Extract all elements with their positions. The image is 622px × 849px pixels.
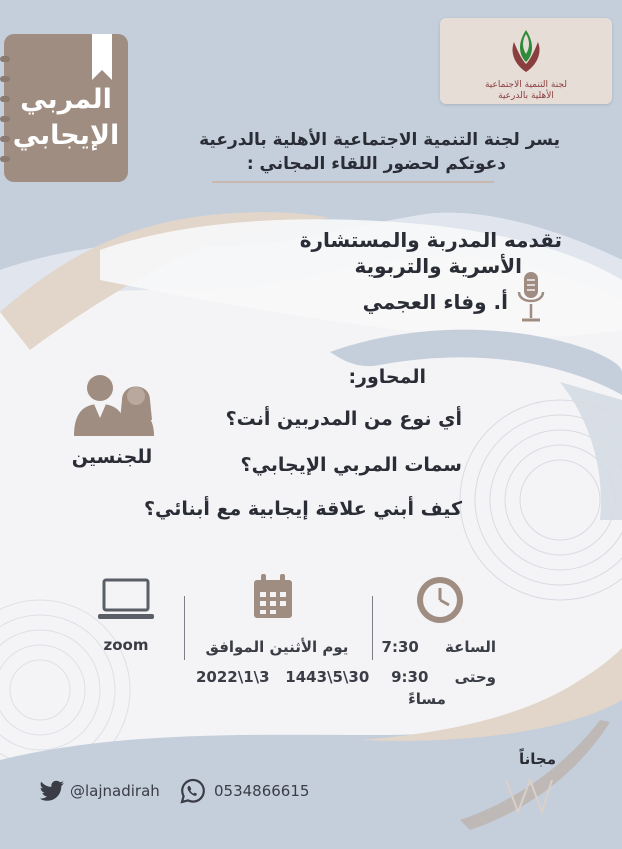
microphone-icon (516, 270, 546, 328)
separator-left (184, 596, 185, 660)
twitter-icon[interactable] (40, 780, 64, 802)
organization-logo (506, 24, 546, 78)
laptop-icon (98, 578, 154, 624)
divider (212, 181, 494, 183)
free-badge: مجاناً (519, 750, 556, 768)
event-date-hijri: 1443\5\30 (285, 668, 370, 686)
topic-item-1: أي نوع من المدربين أنت؟ (225, 408, 462, 430)
separator-right (372, 596, 373, 660)
program-title-badge (4, 34, 128, 182)
invitation-line1: يسر لجنة التنمية الاجتماعية الأهلية بالدرعية (199, 130, 560, 150)
time-end: 9:30 (391, 668, 429, 686)
organization-logo-card (440, 18, 612, 104)
presenter-line1: تقدمه المدربة والمستشارة (299, 228, 562, 252)
time-end-row (392, 668, 496, 686)
bookmark-ribbon-icon (92, 34, 112, 70)
clock-icon (414, 574, 466, 626)
whatsapp-icon[interactable] (180, 778, 206, 804)
platform-label: zoom (103, 636, 149, 654)
logo-text-line1: لجنة التنمية الاجتماعية (484, 80, 567, 90)
event-dates (196, 668, 370, 686)
twitter-handle[interactable]: @lajnadirah (70, 782, 160, 800)
time-start-row (381, 638, 496, 656)
time-label: الساعة (444, 638, 496, 656)
audience-label: للجنسين (71, 446, 153, 468)
topic-item-2: سمات المربي الإيجابي؟ (240, 454, 462, 476)
calendar-icon (252, 574, 294, 620)
until-label: وحتى (454, 668, 496, 686)
topics-heading: المحاور: (348, 366, 426, 388)
event-day: يوم الأثنين الموافق (205, 638, 349, 656)
logo-text-line2: الأهلية بالدرعية (498, 91, 554, 101)
topic-item-3: كيف أبني علاقة إيجابية مع أبنائي؟ (143, 498, 462, 520)
people-icon (70, 372, 156, 438)
event-date-gregorian: 2022\1\3 (196, 668, 270, 686)
invitation-line2: دعوتكم لحضور اللقاء المجاني : (246, 154, 506, 174)
program-title-line1: المربي (20, 84, 112, 115)
whatsapp-number[interactable]: 0534866615 (214, 782, 310, 800)
evening-label: مساءً (408, 690, 446, 708)
presenter-name: أ. وفاء العجمي (362, 290, 508, 314)
program-title-line2: الإيجابي (12, 120, 120, 151)
presenter-line2: الأسرية والتربوية (354, 254, 522, 278)
time-start: 7:30 (381, 638, 419, 656)
